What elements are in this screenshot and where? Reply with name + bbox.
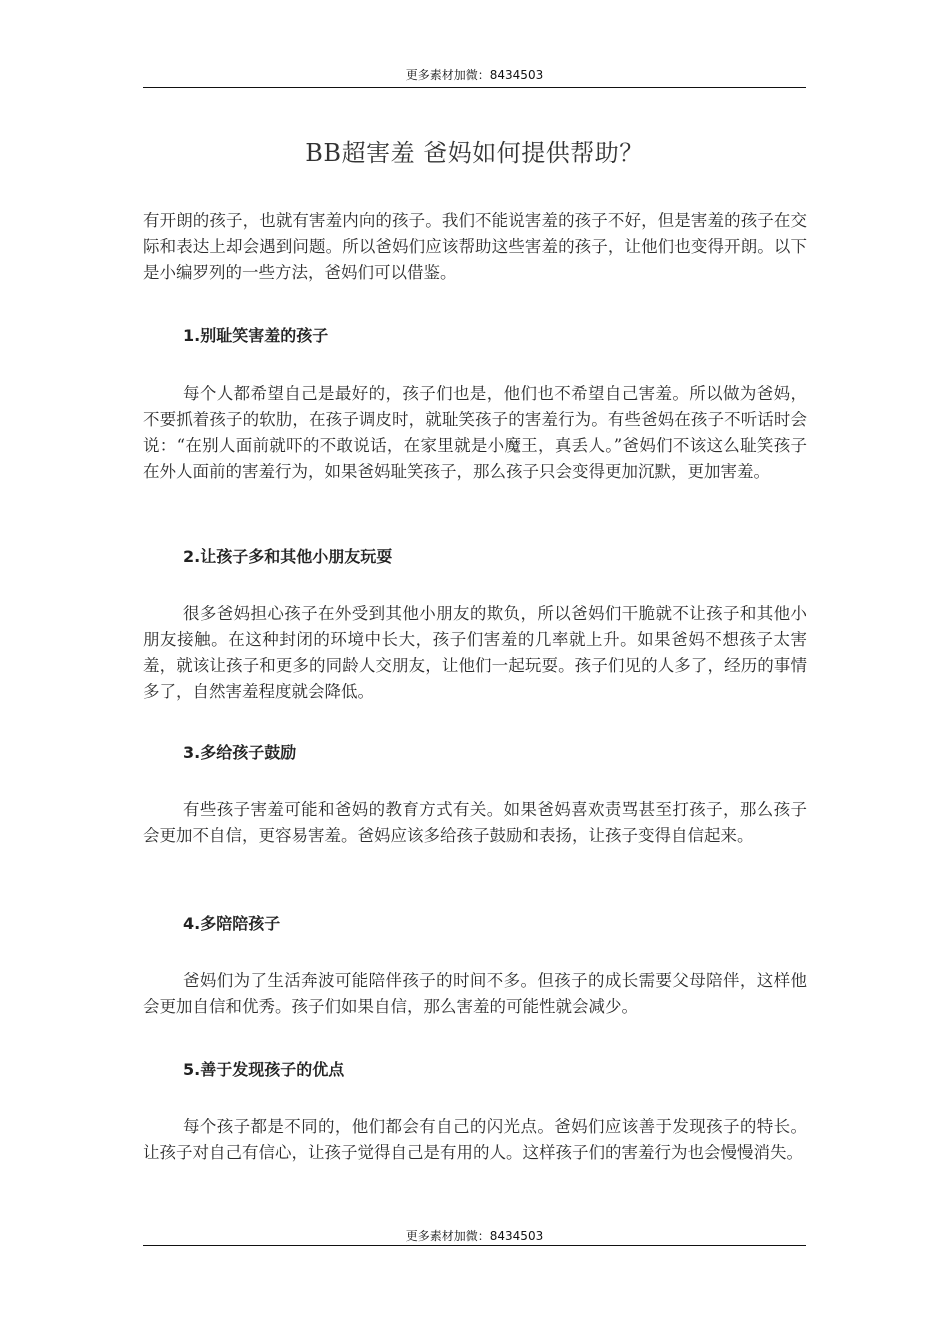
page-title: BB超害羞 爸妈如何提供帮助？ xyxy=(305,139,644,167)
section-heading-5: 5.善于发现孩子的优点 xyxy=(183,1060,345,1079)
section-body-2: 很多爸妈担心孩子在外受到其他小朋友的欺负，所以爸妈们干脆就不让孩子和其他小朋友接触。在这种封闭的环境中长大，孩子们害羞的几率就上升。如果爸妈不想孩子太害羞，就该让孩子和更多的同龄人交朋友，让他们一起玩耍。孩子们见的人多了，经历的事情多了，自然害羞程度就会降低。 xyxy=(143,604,807,701)
section-body-5: 每个孩子都是不同的，他们都会有自己的闪光点。爸妈们应该善于发现孩子的特长。让孩子对自己有信心，让孩子觉得自己是有用的人。这样孩子们的害羞行为也会慢慢消失。 xyxy=(143,1117,807,1162)
section-body-4: 爸妈们为了生活奔波可能陪伴孩子的时间不多。但孩子的成长需要父母陪伴，这样他会更加自信和优秀。孩子们如果自信，那么害羞的可能性就会减少。 xyxy=(143,971,807,1016)
intro-paragraph: 有开朗的孩子，也就有害羞内向的孩子。我们不能说害羞的孩子不好，但是害羞的孩子在交际和表达上却会遇到问题。所以爸妈们应该帮助这些害羞的孩子，让他们也变得开朗。以下是小编罗列的一些方法，爸妈们可以借鉴。 xyxy=(143,211,807,282)
section-heading-4: 4.多陪陪孩子 xyxy=(183,914,281,933)
section-body-1: 每个人都希望自己是最好的，孩子们也是，他们也不希望自己害羞。所以做为爸妈，不要抓着孩子的软肋，在孩子调皮时，就耻笑孩子的害羞行为。有些爸妈在孩子不听话时会说：“在别人面前就吓的不敢说话，在家里就是小魔王，真丢人。”爸妈们不该这么耻笑孩子在外人面前的害羞行为，如果爸妈耻笑孩子，那么孩子只会变得更加沉默，更加害羞。 xyxy=(143,384,807,481)
page-header: 更多素材加微：8434503 xyxy=(405,68,544,82)
section-heading-2: 2.让孩子多和其他小朋友玩耍 xyxy=(183,547,393,566)
footer-divider xyxy=(143,1245,806,1246)
section-heading-3: 3.多给孩子鼓励 xyxy=(183,743,297,762)
page-footer: 更多素材加微：8434503 xyxy=(405,1229,544,1243)
section-heading-1: 1.别耻笑害羞的孩子 xyxy=(183,326,329,345)
header-divider xyxy=(143,87,806,88)
section-body-3: 有些孩子害羞可能和爸妈的教育方式有关。如果爸妈喜欢责骂甚至打孩子，那么孩子会更加不自信，更容易害羞。爸妈应该多给孩子鼓励和表扬，让孩子变得自信起来。 xyxy=(143,800,807,845)
